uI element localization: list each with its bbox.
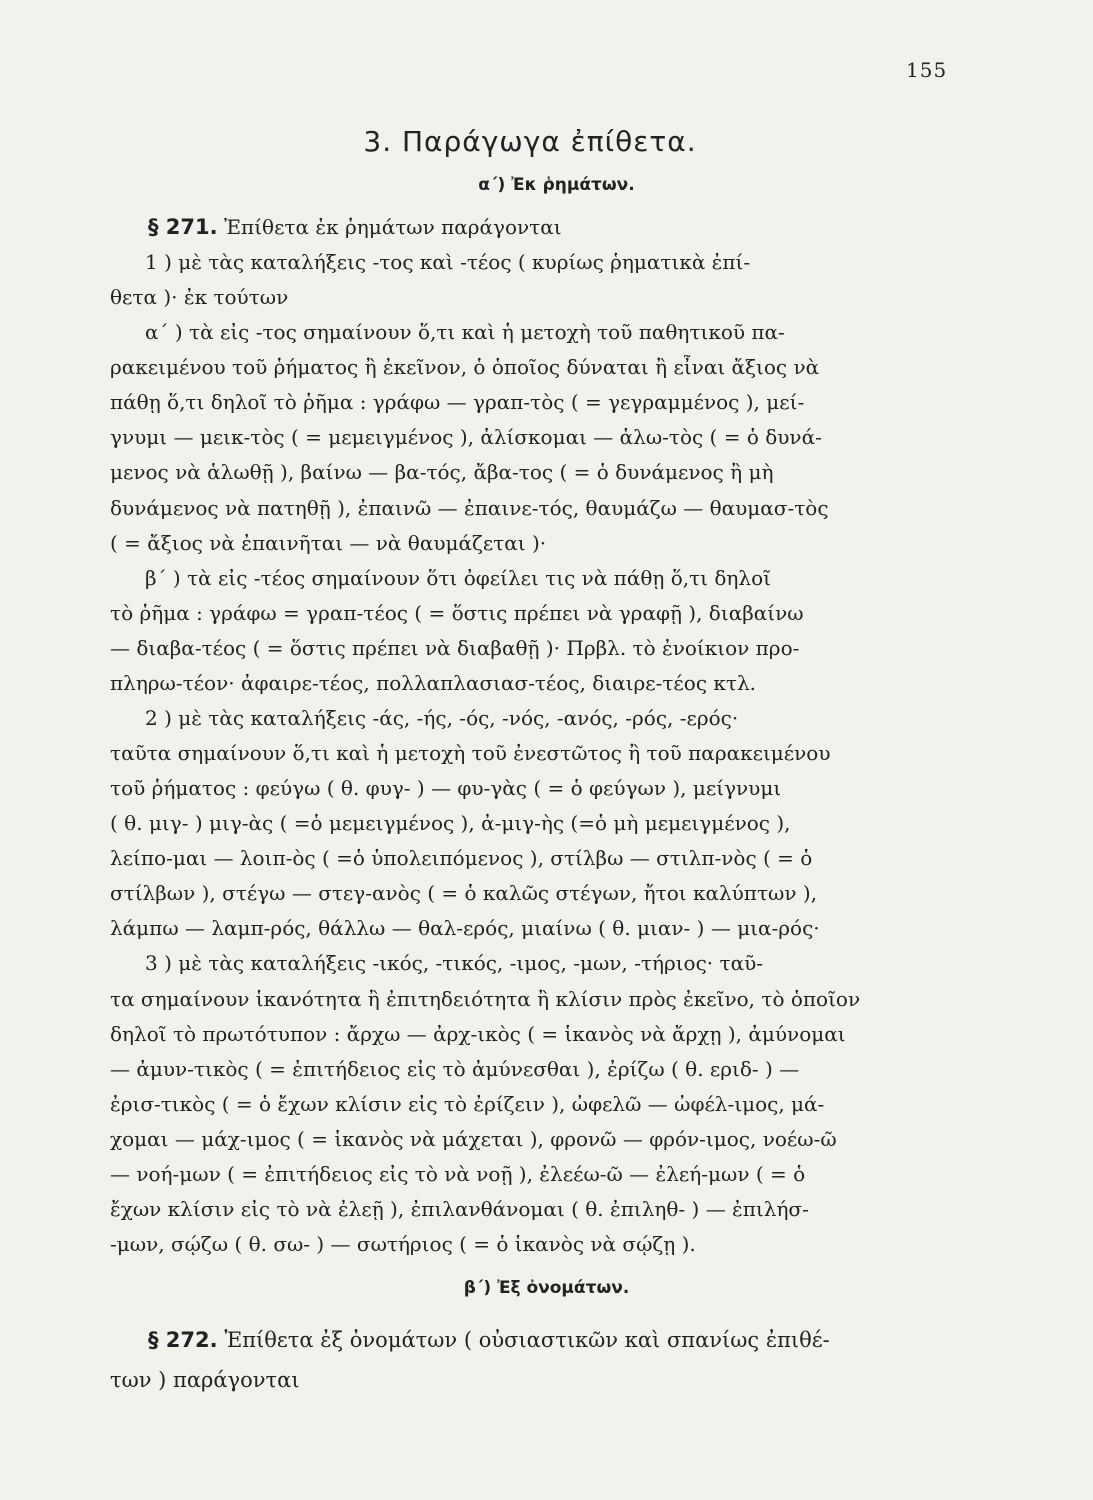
text-line: 3 ) μὲ τὰς καταλήξεις -ικός, -τικός, -ιμος, -μων, -τήριος· ταῦ-: [145, 951, 763, 975]
text-line: τὸ ῥῆμα : γράφω = γραπ-τέος ( = ὅστις πρέπει νὰ γραφῇ ), διαβαίνω: [110, 601, 804, 625]
text-line: — διαβα-τέος ( = ὅστις πρέπει νὰ διαβαθῇ )· Πρβλ. τὸ ἐνοίκιον προ-: [110, 636, 800, 660]
section-272-line: § 272. Ἐπίθετα ἐξ ὀνομάτων ( οὐσιαστικῶν καὶ σπανίως ἐπιθέ-: [148, 1328, 830, 1352]
page-number: 155: [906, 58, 948, 82]
text-line: 1 ) μὲ τὰς καταλήξεις -τος καὶ -τέος ( κυρίως ῥηματικὰ ἐπί-: [145, 250, 751, 274]
text-line: θετα )· ἐκ τούτων: [110, 285, 289, 309]
text-line: ρακειμένου τοῦ ῥήματος ἢ ἐκεῖνον, ὁ ὁποῖος δύναται ἢ εἶναι ἄξιος νὰ: [110, 355, 820, 379]
subheading-from-nouns: β΄) Ἐξ ὀνομάτων.: [463, 1278, 630, 1298]
text-line: ταῦτα σημαίνουν ὅ,τι καὶ ἡ μετοχὴ τοῦ ἐνεστῶτος ἢ τοῦ παρακειμένου: [110, 741, 831, 765]
text-line: δηλοῖ τὸ πρωτότυπον : ἄρχω — ἀρχ-ικὸς ( = ἱκανὸς νὰ ἄρχῃ ), ἀμύνομαι: [110, 1022, 846, 1046]
text-line: μενος νὰ ἁλωθῇ ), βαίνω — βα-τός, ἄβα-τος ( = ὁ δυνάμενος ἢ μὴ: [110, 460, 774, 484]
text-line: -μων, σῴζω ( θ. σω- ) — σωτήριος ( = ὁ ἱκανὸς νὰ σῴζῃ ).: [110, 1232, 696, 1256]
section-mark: § 271.: [148, 215, 218, 239]
text-line: ἔχων κλίσιν εἰς τὸ νὰ ἐλεῇ ), ἐπιλανθάνομαι ( θ. ἐπιληθ- ) — ἐπιλήσ-: [110, 1197, 809, 1221]
text-line: λείπο-μαι — λοιπ-ὸς ( =ὁ ὑπολειπόμενος ), στίλβω — στιλπ-νὸς ( = ὁ: [110, 846, 813, 870]
text-line: στίλβων ), στέγω — στεγ-ανὸς ( = ὁ καλῶς στέγων, ἤτοι καλύπτων ),: [110, 881, 818, 905]
text-line: λάμπω — λαμπ-ρός, θάλλω — θαλ-ερός, μιαίνω ( θ. μιαν- ) — μια-ρός·: [110, 916, 820, 940]
text-line: των ) παράγονται: [110, 1368, 300, 1392]
text-line: δυνάμενος νὰ πατηθῇ ), ἐπαινῶ — ἐπαινε-τός, θαυμάζω — θαυμασ-τὸς: [110, 496, 829, 520]
text-line: — νοή-μων ( = ἐπιτήδειος εἰς τὸ νὰ νοῇ ), ἐλεέω-ῶ — ἐλεή-μων ( = ὁ: [110, 1162, 806, 1186]
text-line: γνυμι — μεικ-τὸς ( = μεμειγμένος ), ἁλίσκομαι — ἁλω-τὸς ( = ὁ δυνά-: [110, 425, 822, 449]
chapter-title: 3. Παράγωγα ἐπίθετα.: [363, 125, 697, 158]
section-271-line: § 271. Ἐπίθετα ἐκ ῥημάτων παράγονται: [148, 215, 562, 239]
text-line: ( θ. μιγ- ) μιγ-ὰς ( =ὁ μεμειγμένος ), ἀ-μιγ-ὴς (=ὁ μὴ μεμειγμένος ),: [110, 811, 791, 835]
text-line: ἐρισ-τικὸς ( = ὁ ἔχων κλίσιν εἰς τὸ ἐρίζειν ), ὠφελῶ — ὠφέλ-ιμος, μά-: [110, 1092, 825, 1116]
text-line: ( = ἄξιος νὰ ἐπαινῆται — νὰ θαυμάζεται )·: [110, 531, 547, 555]
text-line: πάθῃ ὅ,τι δηλοῖ τὸ ῥῆμα : γράφω — γραπ-τὸς ( = γεγραμμένος ), μεί-: [110, 390, 805, 414]
text-line: πληρω-τέον· ἀφαιρε-τέος, πολλαπλασιασ-τέος, διαιρε-τέος κτλ.: [110, 671, 756, 695]
text-line: χομαι — μάχ-ιμος ( = ἱκανὸς νὰ μάχεται ), φρονῶ — φρόν-ιμος, νοέω-ῶ: [110, 1127, 837, 1151]
subheading-from-verbs: α΄) Ἐκ ῥημάτων.: [478, 175, 635, 195]
text-line: τοῦ ῥήματος : φεύγω ( θ. φυγ- ) — φυ-γὰς ( = ὁ φεύγων ), μείγνυμι: [110, 776, 782, 800]
text-line: τα σημαίνουν ἱκανότητα ἢ ἐπιτηδειότητα ἢ κλίσιν πρὸς ἐκεῖνο, τὸ ὁποῖον: [110, 987, 861, 1011]
text-line: — ἀμυν-τικὸς ( = ἐπιτήδειος εἰς τὸ ἀμύνεσθαι ), ἐρίζω ( θ. εριδ- ) —: [110, 1057, 800, 1081]
text-line: 2 ) μὲ τὰς καταλήξεις -άς, -ής, -ός, -νός, -ανός, -ρός, -ερός·: [145, 706, 739, 730]
section-mark: § 272.: [148, 1328, 218, 1352]
text-line: α΄ ) τὰ εἰς -τος σημαίνουν ὅ,τι καὶ ἡ μετοχὴ τοῦ παθητικοῦ πα-: [145, 320, 785, 344]
text-line: β΄ ) τὰ εἰς -τέος σημαίνουν ὅτι ὀφείλει τις νὰ πάθῃ ὅ,τι δηλοῖ: [145, 566, 771, 590]
